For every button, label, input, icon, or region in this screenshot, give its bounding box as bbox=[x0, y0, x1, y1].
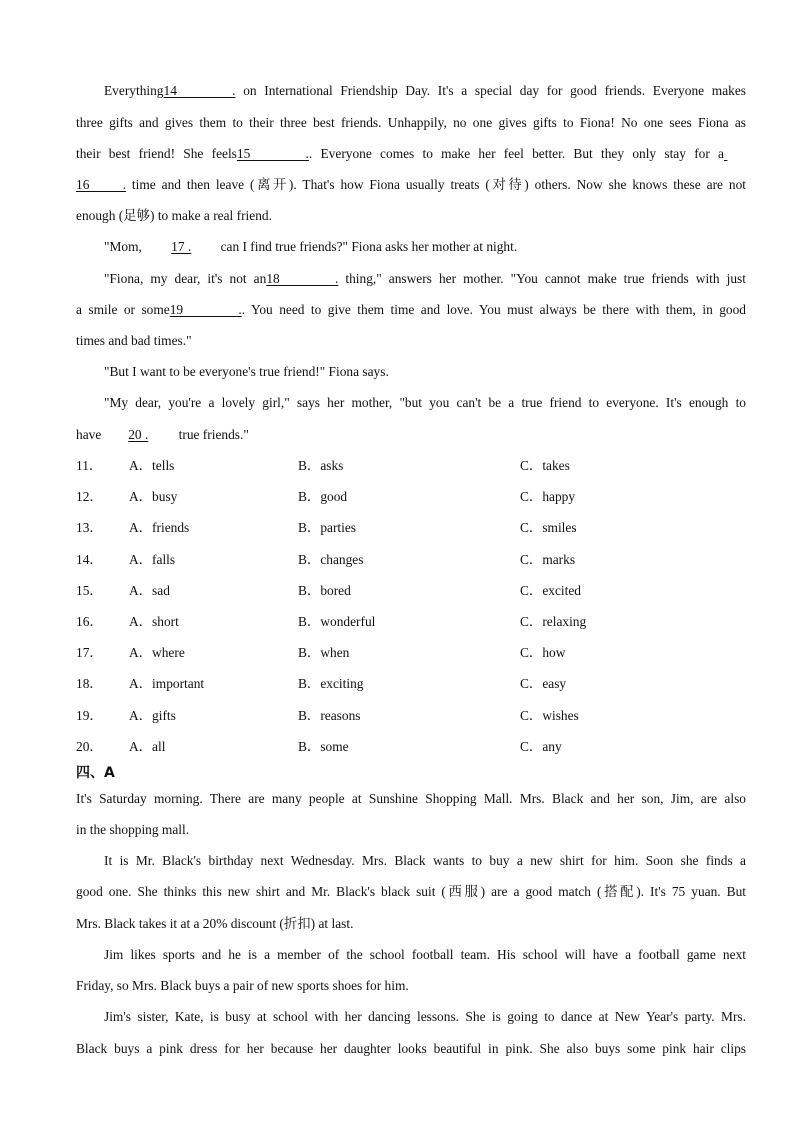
answer-blank-underline bbox=[724, 145, 746, 163]
passage-text: on International Friendship Day. It's a special day for good friends. Everyone makes bbox=[243, 83, 746, 98]
passage-text: . You need to give them time and love. You must always be there with them, in good bbox=[241, 302, 747, 317]
option-b: B．some bbox=[298, 738, 349, 754]
option-b: B．exciting bbox=[298, 676, 364, 692]
option-row bbox=[76, 675, 756, 693]
option-b: B．changes bbox=[298, 551, 364, 567]
option-row bbox=[76, 738, 756, 756]
passage-text: their best friend! She feels bbox=[76, 146, 237, 161]
answer-blank: 14 . bbox=[163, 83, 236, 98]
passage-line: times and bad times." bbox=[76, 333, 192, 348]
option-row bbox=[76, 488, 756, 506]
option-b: B．wonderful bbox=[298, 614, 376, 629]
passage-line: Jim's sister, Kate, is busy at school with her dancing lessons. She is going to dance at New Year's party. Mrs. bbox=[104, 1009, 746, 1024]
option-c: C．marks bbox=[520, 551, 576, 567]
option-a: A．sad bbox=[129, 582, 170, 598]
option-a: A．friends bbox=[129, 520, 190, 536]
passage-line: Jim likes sports and he is a member of the school football team. His school will have a football game next bbox=[104, 947, 746, 962]
option-row bbox=[76, 551, 756, 569]
option-row bbox=[76, 613, 756, 631]
option-row bbox=[76, 582, 756, 600]
question-number: 19． bbox=[76, 707, 103, 723]
passage-line: Mrs. Black takes it at a 20% discount (折扣) at last. bbox=[76, 916, 354, 931]
option-b: B．parties bbox=[298, 520, 357, 536]
passage-text: thing," answers her mother. "You cannot make true friends with just bbox=[345, 271, 746, 286]
question-number: 20． bbox=[76, 738, 103, 754]
option-a: A．tells bbox=[129, 458, 175, 473]
option-a: A．important bbox=[129, 676, 205, 692]
passage-line: enough (足够) to make a real friend. bbox=[76, 208, 272, 223]
question-number: 16． bbox=[76, 614, 103, 629]
option-c: C．relaxing bbox=[520, 614, 587, 629]
passage-line: Black buys a pink dress for her because her daughter looks beautiful in pink. She also buys some pink hair clips bbox=[76, 1041, 746, 1056]
option-a: A．falls bbox=[129, 551, 176, 567]
answer-blank: 17 . bbox=[171, 239, 192, 254]
passage-line bbox=[76, 176, 746, 194]
section-heading: 四、A bbox=[76, 765, 115, 781]
passage-line: Friday, so Mrs. Black buys a pair of new sports shoes for him. bbox=[76, 978, 409, 993]
option-c: C．easy bbox=[520, 676, 567, 692]
option-b: B．asks bbox=[298, 458, 344, 473]
passage-line: It is Mr. Black's birthday next Wednesday. Mrs. Black wants to buy a new shirt for him. Soon she finds a bbox=[104, 853, 746, 868]
option-a: A．where bbox=[129, 645, 185, 661]
passage-line bbox=[76, 426, 746, 444]
option-c: C．excited bbox=[520, 582, 581, 598]
option-b: B．when bbox=[298, 645, 350, 661]
option-row bbox=[76, 457, 756, 475]
option-row bbox=[76, 644, 756, 662]
option-b: B．good bbox=[298, 489, 348, 505]
answer-blank: 16 . bbox=[76, 177, 126, 192]
passage-line: good one. She thinks this new shirt and Mr. Black's black suit (西服) are a good match (搭配). It's 75 yuan. But bbox=[76, 884, 746, 899]
option-c: C．takes bbox=[520, 458, 570, 473]
option-b: B．reasons bbox=[298, 707, 361, 723]
passage-line: "My dear, you're a lovely girl," says her mother, "but you can't be a true friend to everyone. It's enough to bbox=[104, 395, 746, 410]
passage-text: Everything bbox=[104, 83, 164, 98]
passage-line bbox=[104, 238, 746, 256]
question-number: 11． bbox=[76, 458, 103, 473]
passage-line bbox=[104, 82, 746, 100]
option-c: C．any bbox=[520, 738, 562, 754]
option-c: C．happy bbox=[520, 489, 576, 505]
passage-text: "Mom, bbox=[104, 239, 142, 254]
question-number: 13． bbox=[76, 520, 103, 536]
question-number: 12． bbox=[76, 489, 103, 505]
passage-line: in the shopping mall. bbox=[76, 822, 190, 837]
passage-text: "Fiona, my dear, it's not an bbox=[104, 271, 267, 286]
option-c: C．smiles bbox=[520, 520, 577, 536]
option-a: A．short bbox=[129, 614, 179, 629]
passage-line bbox=[76, 301, 746, 319]
passage-text: a smile or some bbox=[76, 302, 170, 317]
option-a: A．all bbox=[129, 738, 166, 754]
option-c: C．how bbox=[520, 645, 566, 661]
answer-blank: 18 . bbox=[266, 271, 339, 286]
option-b: B．bored bbox=[298, 582, 351, 598]
answer-blank: 20 . bbox=[128, 427, 149, 442]
passage-line: "But I want to be everyone's true friend!" Fiona says. bbox=[104, 364, 389, 379]
passage-text: true friends." bbox=[178, 427, 249, 442]
option-c: C．wishes bbox=[520, 707, 579, 723]
question-number: 17． bbox=[76, 645, 103, 661]
option-row bbox=[76, 519, 756, 537]
question-number: 18． bbox=[76, 676, 103, 692]
passage-line: three gifts and gives them to their three best friends. Unhappily, no one gives gifts to Fiona! No one sees Fiona as bbox=[76, 115, 746, 130]
passage-text: time and then leave (离开). That's how Fiona usually treats (对待) others. Now she knows these are not bbox=[131, 177, 746, 192]
passage-text: have bbox=[76, 427, 102, 442]
answer-blank: 15 . bbox=[236, 146, 309, 161]
option-a: A．busy bbox=[129, 489, 178, 505]
passage-line: It's Saturday morning. There are many people at Sunshine Shopping Mall. Mrs. Black and her son, Jim, are also bbox=[76, 791, 746, 806]
option-row bbox=[76, 707, 756, 725]
question-number: 15． bbox=[76, 582, 103, 598]
passage-line bbox=[104, 270, 746, 288]
answer-blank: 19 . bbox=[169, 302, 242, 317]
passage-text: can I find true friends?" Fiona asks her mother at night. bbox=[220, 239, 518, 254]
question-number: 14． bbox=[76, 551, 103, 567]
passage-text: . Everyone comes to make her feel better. But they only stay for a bbox=[308, 146, 725, 161]
passage-line bbox=[76, 145, 746, 163]
option-a: A．gifts bbox=[129, 707, 176, 723]
